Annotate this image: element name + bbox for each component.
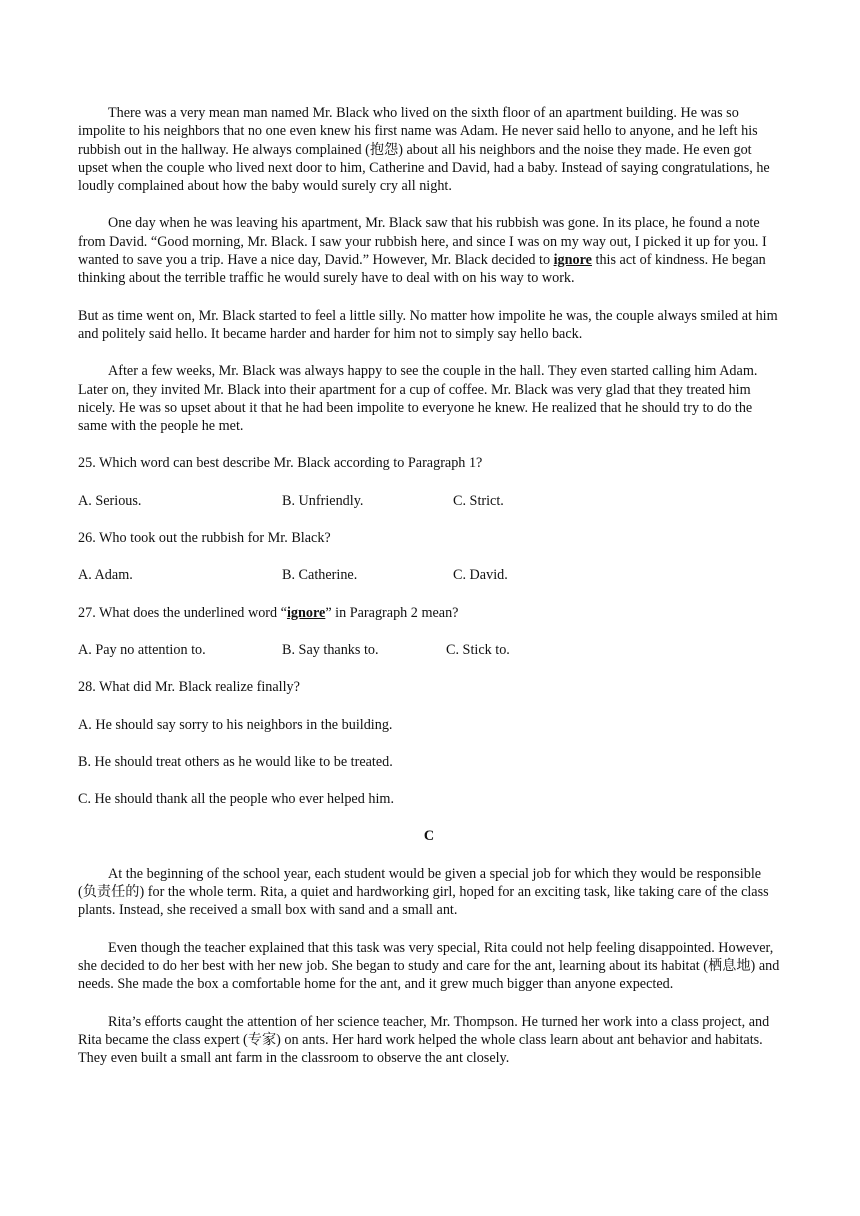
- passage-b-paragraph-3: But as time went on, Mr. Black started to feel a little silly. No matter how impolite he was, the couple always smiled at him and politely said hello. It became harder and harder for him not to simply say hello back.: [78, 307, 778, 342]
- question-26-stem: 26. Who took out the rubbish for Mr. Black?: [78, 530, 331, 547]
- option-c: C. Strict.: [453, 492, 504, 509]
- document-page: [78, 104, 780, 1067]
- question-text: 27. What does the underlined word “: [78, 604, 287, 621]
- option-a: A. Adam.: [78, 567, 133, 584]
- underlined-keyword: ignore: [553, 252, 592, 269]
- option-b: B. Say thanks to.: [282, 641, 379, 658]
- option-a: A. Pay no attention to.: [78, 641, 206, 658]
- question-28-option-b: B. He should treat others as he would like to be treated.: [78, 753, 393, 770]
- question-27-options: [78, 641, 780, 659]
- question-28-option-a: A. He should say sorry to his neighbors in the building.: [78, 716, 393, 733]
- paragraph-text: this act of kindness. He began thinking about the terrible traffic he would surely have to deal with on his way to work.: [78, 252, 766, 287]
- passage-b-paragraph-1: There was a very mean man named Mr. Black who lived on the sixth floor of an apartment building. He was so impolite to his neighbors that no one even knew his first name was Adam. He never said hello to anyone, and he left his rubbish out in the hallway. He always complained (抱怨) about all his neighbors and the noise they made. He even got upset when the couple who lived next door to him, Catherine and David, had a baby. Instead of saying congratulations, he loudly complained about how the baby would surely cry all night.: [78, 105, 770, 195]
- question-28-stem: 28. What did Mr. Black realize finally?: [78, 679, 300, 696]
- option-c: C. David.: [453, 567, 508, 584]
- option-b: B. Unfriendly.: [282, 492, 364, 509]
- passage-b-paragraph-4: After a few weeks, Mr. Black was always happy to see the couple in the hall. They even started calling him Adam. Later on, they invited Mr. Black into their apartment for a cup of coffee. Mr. Black was very glad that they treated him nicely. He was so upset about it that he had been impolite to everyone he knew. He realized that he should try to do the same with the people he met.: [78, 363, 758, 435]
- passage-c-paragraph-2: Even though the teacher explained that this task was very special, Rita could not help feeling disappointed. However, she decided to do her best with her new job. She began to study and care for the ant, learning about its habitat (栖息地) and needs. She made the box a comfortable home for the ant, and it grew much bigger than anyone expected.: [78, 939, 780, 993]
- passage-c-paragraph-3: Rita’s efforts caught the attention of her science teacher, Mr. Thompson. He turned her work into a class project, and Rita became the class expert (专家) on ants. Her hard work helped the whole class learn about ant behavior and habitats. They even built a small ant farm in the classroom to observe the ant closely.: [78, 1013, 770, 1067]
- passage-c-paragraph-1: At the beginning of the school year, each student would be given a special job for which they would be responsible (负责任的) for the whole term. Rita, a quiet and hardworking girl, hoped for an exciting task, like taking care of the class plants. Instead, she received a small box with sand and a small ant.: [78, 865, 769, 919]
- option-b: B. Catherine.: [282, 567, 358, 584]
- question-26-options: [78, 566, 780, 584]
- question-28-option-c: C. He should thank all the people who ever helped him.: [78, 791, 394, 808]
- paragraph-text: One day when he was leaving his apartment, Mr. Black saw that his rubbish was gone. In its place, he found a note from David. “Good morning, Mr. Black. I saw your rubbish here, and since I was on my way out, I picked it up for you. I wanted to save you a trip. Have a nice day, David.” However, Mr. Black decided to: [78, 215, 767, 269]
- question-25-stem: 25. Which word can best describe Mr. Black according to Paragraph 1?: [78, 455, 483, 472]
- section-heading: C: [423, 828, 435, 845]
- underlined-keyword: ignore: [286, 604, 326, 621]
- question-text: ” in Paragraph 2 mean?: [325, 604, 459, 621]
- question-25-options: [78, 492, 780, 510]
- passage-b-paragraph-2: [78, 214, 780, 287]
- option-c: C. Stick to.: [446, 641, 510, 658]
- option-a: A. Serious.: [78, 492, 142, 509]
- question-27-stem: [78, 604, 780, 622]
